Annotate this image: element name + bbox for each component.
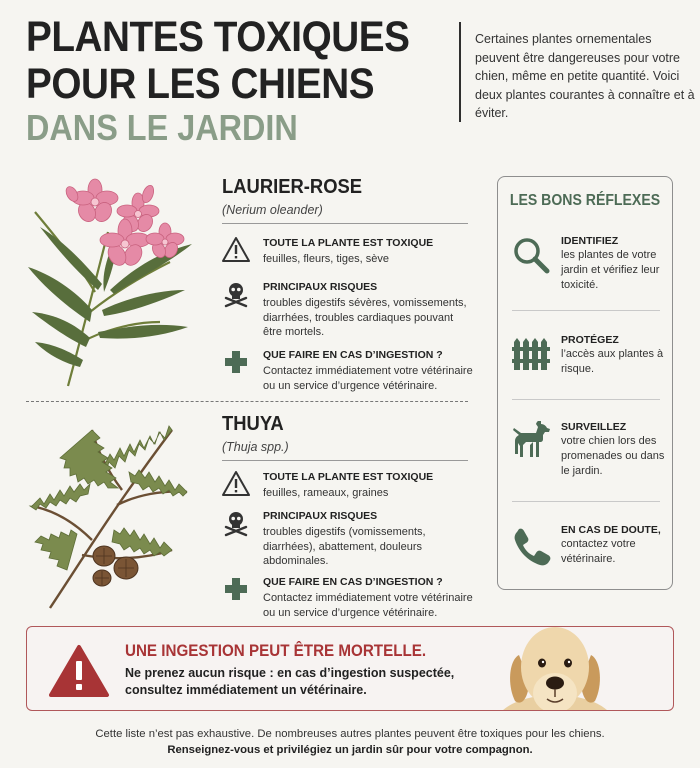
oleander-illustration (20, 172, 200, 390)
reflex-body: votre chien lors des promenades ou dans le jardin. (561, 435, 665, 477)
reflexes-title: LES BONS RÉFLEXES (509, 192, 661, 209)
warning-title: UNE INGESTION PEUT ÊTRE MORTELLE. (125, 642, 427, 660)
plant-latin-name: (Thuja spp.) (222, 440, 289, 454)
reflex-divider (512, 310, 660, 311)
item-heading: TOUTE LA PLANTE EST TOXIQUE (263, 237, 434, 249)
plant-divider (26, 401, 468, 402)
skull-icon (222, 280, 250, 308)
page-subtitle: DANS LE JARDIN (26, 107, 298, 148)
reflex-heading: PROTÉGEZ (561, 334, 619, 346)
footer-advice: Renseignez-vous et privilégiez un jardin sûr pour votre compagnon. (167, 744, 533, 756)
reflex-body: l’accès aux plantes à risque. (561, 348, 664, 375)
page-title-line1: PLANTES TOXIQUES (26, 13, 410, 61)
oleander-section (222, 176, 473, 396)
item-body: troubles digestifs sévères, vomissements, diarrhées, troubles cardiaques pouvant être mortels. (263, 297, 467, 338)
warning-text: Ne prenez aucun risque : en cas d’ingestion suspectée, consultez immédiatement un vétérinaire. (125, 666, 455, 697)
section-divider (222, 223, 468, 224)
plant-name: LAURIER-ROSE (222, 176, 363, 198)
skull-icon (222, 509, 250, 537)
thuja-illustration (22, 410, 192, 610)
item-body: feuilles, fleurs, tiges, sève (263, 253, 389, 265)
item-body: feuilles, rameaux, graines (263, 487, 389, 499)
reflex-divider (512, 501, 660, 502)
item-heading: PRINCIPAUX RISQUES (263, 281, 378, 293)
reflex-divider (512, 399, 660, 400)
plant-name: THUYA (222, 413, 284, 435)
medical-cross-icon (222, 348, 250, 376)
item-heading: TOUTE LA PLANTE EST TOXIQUE (263, 471, 434, 483)
intro-text: Certaines plantes ornementales peuvent être dangereuses pour votre chien, même en petite quantité. Voici deux plantes courantes à connaître et à éviter. (475, 32, 695, 120)
header-divider (459, 22, 461, 122)
plant-latin-name: (Nerium oleander) (222, 203, 323, 217)
reflex-body: les plantes de votre jardin et vérifiez leur toxicité. (561, 249, 660, 291)
reflex-heading: SURVEILLEZ (561, 421, 627, 433)
medical-cross-icon (222, 575, 250, 603)
item-heading: PRINCIPAUX RISQUES (263, 510, 378, 522)
reflex-heading: IDENTIFIEZ (561, 235, 619, 247)
warning-icon (222, 470, 250, 498)
warning-banner (26, 626, 674, 711)
golden-retriever-illustration (489, 626, 619, 711)
item-heading: QUE FAIRE EN CAS D’INGESTION ? (263, 576, 443, 588)
item-body: Contactez immédiatement votre vétérinaire ou un service d’urgence vétérinaire. (263, 592, 473, 619)
reflexes-panel (497, 176, 673, 590)
reflex-body: contactez votre vétérinaire. (561, 538, 636, 565)
danger-triangle-icon (48, 644, 110, 698)
page-title-line2: POUR LES CHIENS (26, 60, 375, 108)
magnifier-icon (511, 235, 551, 275)
dog-icon (511, 421, 551, 461)
phone-icon (511, 526, 551, 566)
item-heading: QUE FAIRE EN CAS D’INGESTION ? (263, 349, 443, 361)
section-divider (222, 460, 468, 461)
fence-icon (511, 334, 551, 374)
warning-icon (222, 236, 250, 264)
thuja-section (222, 413, 473, 623)
footer (0, 726, 700, 758)
reflex-heading: EN CAS DE DOUTE, (561, 524, 661, 536)
title-block (26, 14, 446, 148)
footer-note: Cette liste n’est pas exhaustive. De nombreuses autres plantes peuvent être toxiques pour les chiens. (95, 728, 605, 740)
item-body: Contactez immédiatement votre vétérinaire ou un service d’urgence vétérinaire. (263, 365, 473, 392)
item-body: troubles digestifs (vomissements, diarrhées), abattement, douleurs abdominales. (263, 526, 426, 567)
